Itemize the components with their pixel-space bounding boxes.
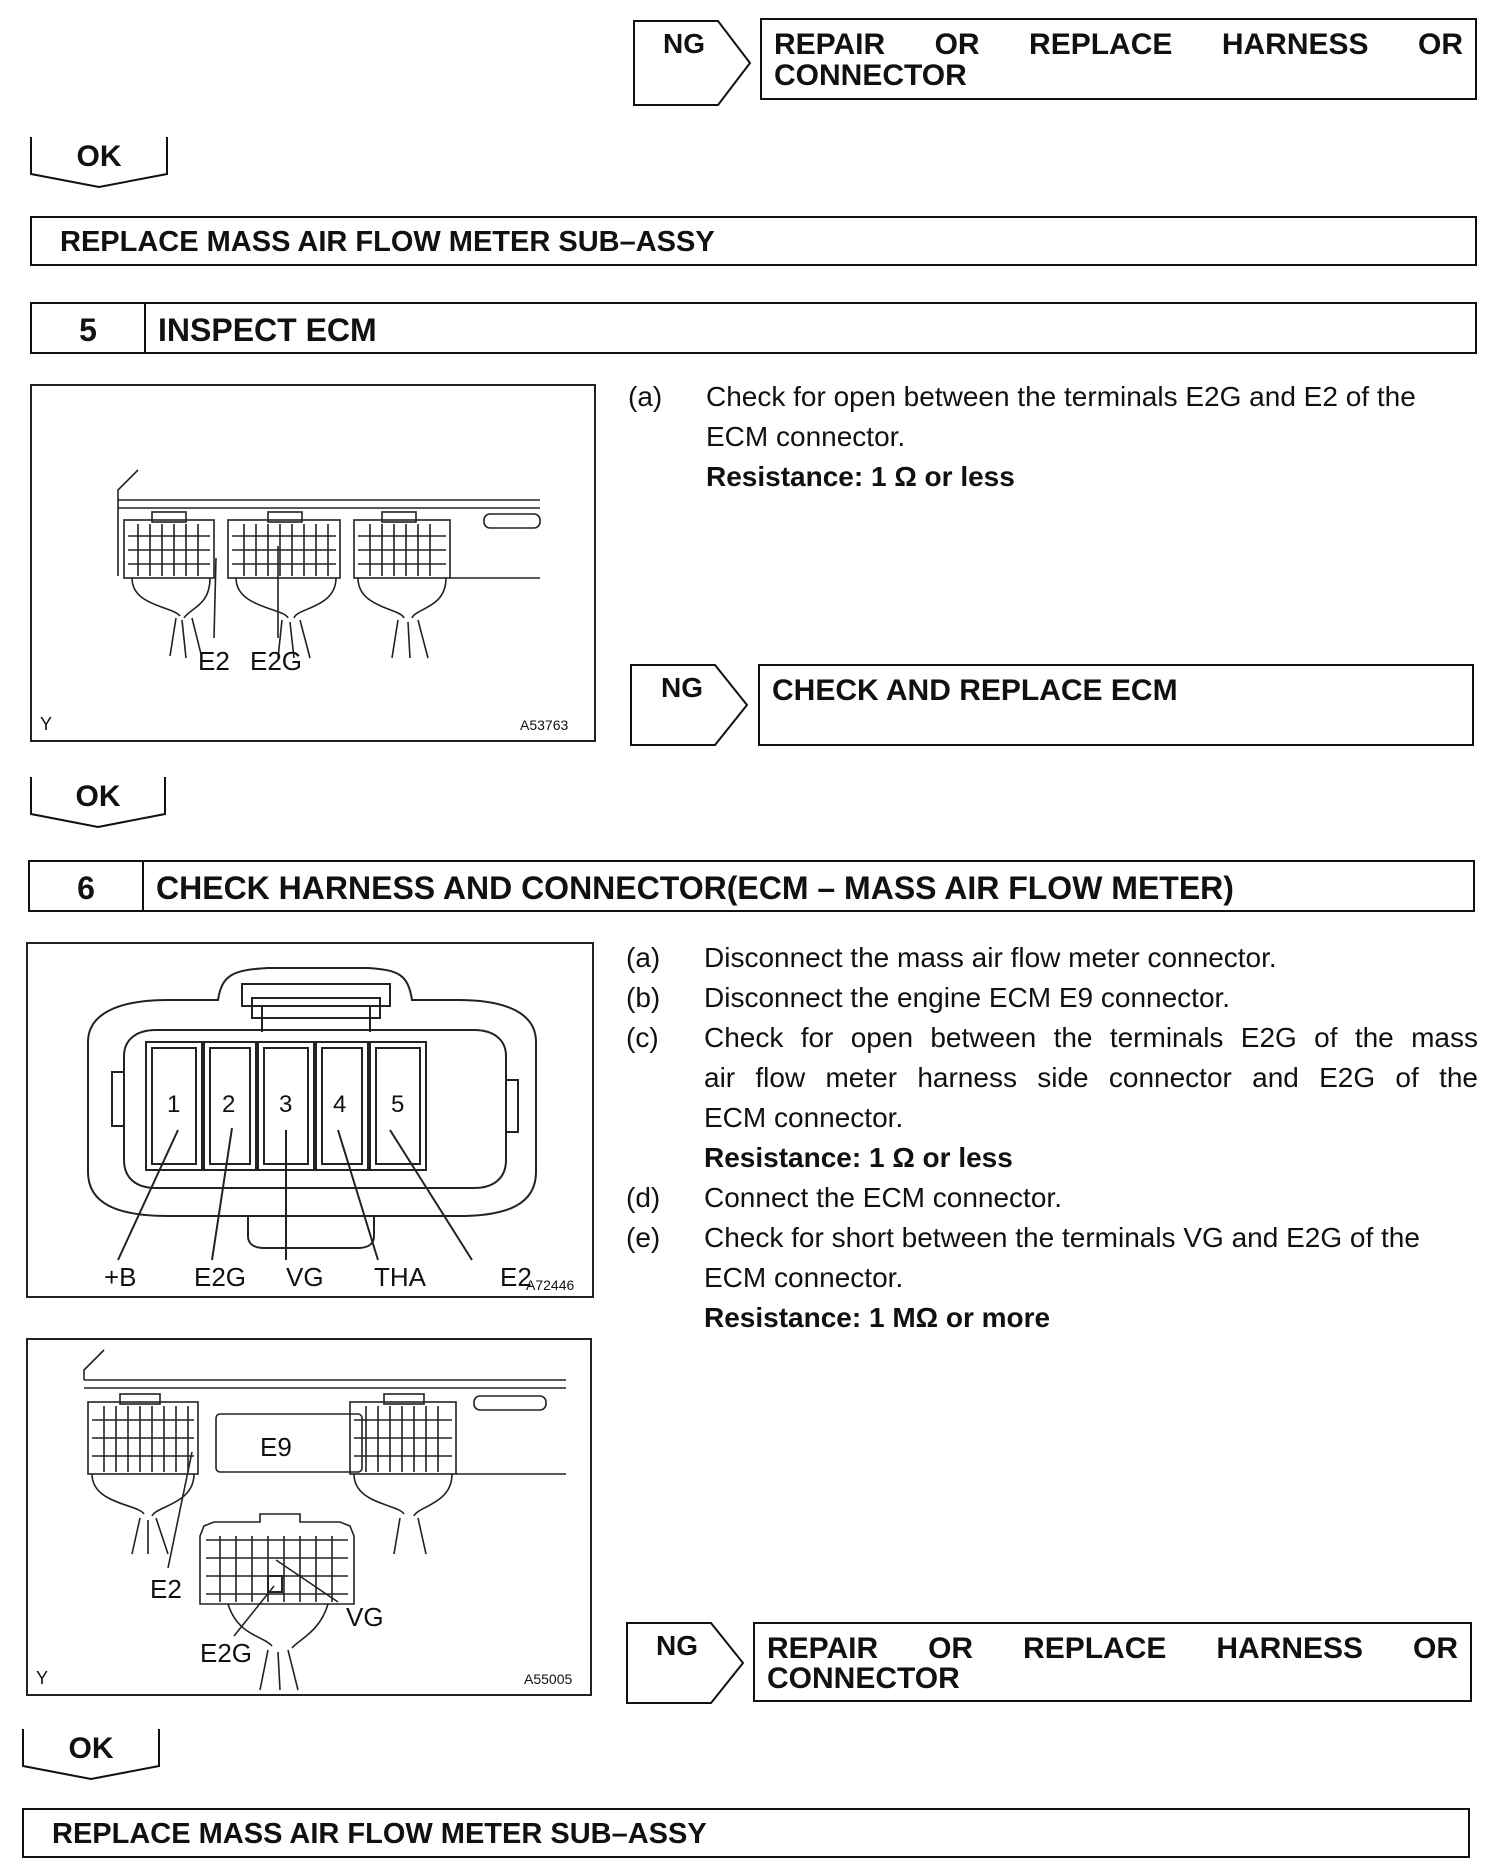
figure-maf-connector bbox=[26, 942, 594, 1298]
figure-ecm-e9 bbox=[26, 1338, 592, 1696]
result-text: CHECK AND REPLACE ECM bbox=[772, 674, 1178, 707]
replace-text: REPLACE MASS AIR FLOW METER SUB–ASSY bbox=[60, 226, 715, 258]
svg-text:A72446: A72446 bbox=[526, 1277, 575, 1293]
svg-text:VG: VG bbox=[286, 1262, 324, 1292]
svg-text:5: 5 bbox=[391, 1091, 405, 1118]
svg-text:E2: E2 bbox=[150, 1574, 182, 1604]
result-box bbox=[758, 664, 1474, 746]
svg-text:+B: +B bbox=[104, 1262, 137, 1292]
svg-text:1: 1 bbox=[167, 1091, 181, 1118]
ng-label: NG bbox=[661, 672, 703, 703]
svg-text:E2G: E2G bbox=[194, 1262, 247, 1292]
step-header bbox=[30, 302, 1477, 354]
svg-text:E2: E2 bbox=[198, 646, 230, 676]
svg-text:4: 4 bbox=[333, 1091, 347, 1118]
replace-box bbox=[22, 1808, 1470, 1858]
svg-text:E2G: E2G bbox=[250, 646, 303, 676]
ng-label: NG bbox=[663, 28, 705, 59]
step-number: 5 bbox=[79, 312, 97, 348]
step-title: CHECK HARNESS AND CONNECTOR(ECM – MASS AIR FLOW METER) bbox=[156, 870, 1234, 906]
ok-badge: OK bbox=[30, 136, 168, 188]
svg-text:Y: Y bbox=[40, 714, 53, 734]
svg-text:THA: THA bbox=[374, 1262, 426, 1292]
result-text-line2: CONNECTOR bbox=[774, 59, 967, 92]
instruction-list: (a) Disconnect the mass air flow meter connector. (b) Disconnect the engine ECM E9 connector. (c) Check for open between the terminals E2G of the mass air flow meter harness side connector and E2G of the ECM connector. Resistance: 1 Ω or less (d) Connect the ECM connector. (e) Check for short between the terminals VG and E2G of the ECM connector. Resistance: 1 MΩ or more bbox=[626, 942, 1478, 1333]
result-text-line1: REPAIR OR REPLACE HARNESS OR bbox=[774, 28, 1463, 61]
svg-text:E9: E9 bbox=[260, 1432, 292, 1462]
step-title: INSPECT ECM bbox=[158, 312, 377, 348]
svg-text:E2G: E2G bbox=[200, 1638, 253, 1668]
result-box bbox=[760, 18, 1477, 100]
svg-text:A53763: A53763 bbox=[520, 717, 569, 733]
ng-label: NG bbox=[656, 1630, 698, 1661]
step-header bbox=[28, 860, 1475, 912]
svg-text:3: 3 bbox=[279, 1091, 293, 1118]
step-number: 6 bbox=[77, 870, 95, 906]
svg-text:A55005: A55005 bbox=[524, 1671, 573, 1687]
result-text-line1: REPAIR OR REPLACE HARNESS OR bbox=[767, 1632, 1458, 1665]
svg-text:E2: E2 bbox=[500, 1262, 532, 1292]
result-text-line2: CONNECTOR bbox=[767, 1662, 960, 1695]
replace-text: REPLACE MASS AIR FLOW METER SUB–ASSY bbox=[52, 1818, 707, 1850]
figure-ecm-connectors bbox=[30, 384, 596, 742]
replace-box bbox=[30, 216, 1477, 266]
svg-text:VG: VG bbox=[346, 1602, 384, 1632]
result-box bbox=[753, 1622, 1472, 1702]
ok-badge: OK bbox=[30, 776, 166, 828]
svg-text:2: 2 bbox=[222, 1091, 236, 1118]
svg-text:Y: Y bbox=[36, 1668, 49, 1688]
ok-badge: OK bbox=[22, 1728, 160, 1780]
